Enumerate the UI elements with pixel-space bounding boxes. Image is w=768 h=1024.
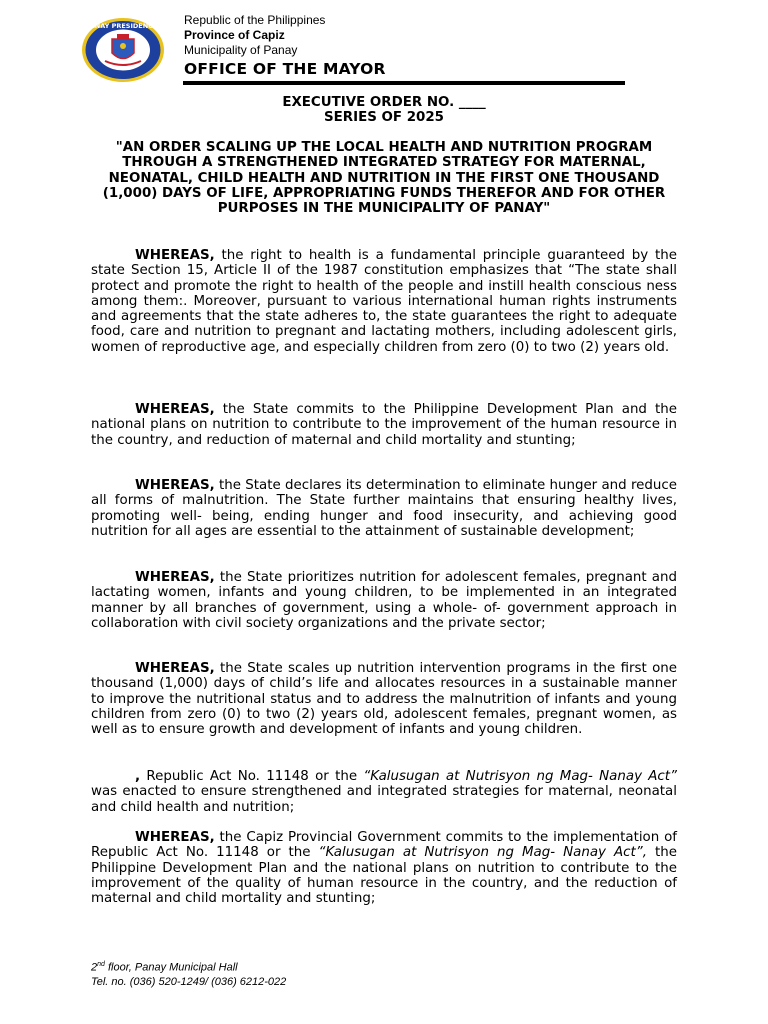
paragraph-lead: WHEREAS, bbox=[135, 661, 215, 676]
office-title: OFFICE OF THE MAYOR bbox=[184, 60, 386, 78]
footer-telephone: Tel. no. (036) 520-1249/ (036) 6212-022 bbox=[91, 975, 287, 988]
act-title-italic: “Kalusugan at Nutrisyon ng Mag- Nanay Act” bbox=[363, 769, 677, 784]
paragraph-lead: WHEREAS, bbox=[135, 478, 215, 493]
paragraph-text: the right to health is a fundamental principle guaranteed by the state Section 15, Article II of the 1987 constitution emphasizes that “The state shall protect and promote the right to health of the people and instill health conscious ness among them:. Moreover, pursuant to various international human rights instruments and agreements that the state adheres to, the state guarantees the right to adequate food, care and nutrition to pregnant and lactating mothers, including adolescent girls, women of reproductive age, and especially children from zero (0) to two (2) years old. bbox=[91, 248, 677, 355]
paragraph-lead: WHEREAS, bbox=[135, 830, 215, 845]
paragraph-lead: WHEREAS, bbox=[135, 248, 215, 263]
whereas-paragraph-2 bbox=[91, 402, 677, 448]
paragraph-text: Republic Act No. 11148 or the bbox=[140, 769, 364, 784]
seal-ring-text: PANAY PRESIDENCIA bbox=[85, 22, 161, 30]
paragraph-text: the Capiz Provincial Government commits to the implementation of Republic Act No. 11148 or the bbox=[91, 830, 677, 861]
paragraph-text: was enacted to ensure strengthened and integrated strategies for maternal, neonatal and child health and nutrition; bbox=[91, 784, 677, 815]
order-number: EXECUTIVE ORDER NO. ____ bbox=[282, 95, 486, 110]
paragraph-lead: WHEREAS, bbox=[135, 570, 215, 585]
whereas-paragraph-1 bbox=[91, 248, 677, 355]
order-series: SERIES OF 2025 bbox=[324, 110, 444, 126]
paragraph-lead: WHEREAS, bbox=[135, 402, 215, 417]
footer-address bbox=[91, 958, 286, 975]
whereas-paragraph-7 bbox=[91, 830, 677, 906]
paragraph-text: the State prioritizes nutrition for adolescent females, pregnant and lactating women, infants and young children, to be implemented in an integrated manner by all branches of government, using a whole- of- government approach in collaboration with civil society organizations and the private sector; bbox=[91, 570, 677, 631]
page-footer bbox=[91, 958, 286, 989]
floor-suffix: nd bbox=[97, 961, 105, 968]
order-heading bbox=[91, 95, 677, 126]
paragraph-text: the State commits to the Philippine Development Plan and the national plans on nutrition to contribute to the improvement of the human resource in the country, and reduction of maternal and child mortality and stunting; bbox=[91, 402, 677, 448]
order-title: "AN ORDER SCALING UP THE LOCAL HEALTH AND NUTRITION PROGRAM THROUGH A STRENGTHENED INTEGRATED STRATEGY FOR MATERNAL, NEONATAL, CHILD HEALTH AND NUTRITION IN THE FIRST ONE THOUSAND (1,000) DAYS OF LIFE, APPROPRIATING FUNDS THEREFOR AND FOR OTHER PURPOSES IN THE MUNICIPALITY OF PANAY" bbox=[102, 140, 666, 217]
paragraph-text: the Philippine Development Plan and the national plans on nutrition to contribute to the improvement of the quality of human resource in the country, and the reduction of maternal and child mortality and stunting; bbox=[91, 845, 678, 907]
province-line: Province of Capiz bbox=[184, 28, 285, 42]
paragraph-lead: , bbox=[135, 769, 141, 784]
letterhead bbox=[184, 13, 386, 79]
act-title-italic: “Kalusugan at Nutrisyon ng Mag- Nanay Act”, bbox=[318, 845, 647, 861]
header-divider bbox=[183, 81, 625, 85]
address-text: floor, Panay Municipal Hall bbox=[104, 961, 238, 974]
republic-line: Republic of the Philippines bbox=[184, 13, 326, 27]
municipal-seal bbox=[81, 17, 165, 83]
floor-number: 2 bbox=[91, 961, 98, 974]
paragraph-text: the State scales up nutrition intervention programs in the first one thousand (1,000) days of child’s life and allocates resources in a sustainable manner to improve the nutritional status and to address the malnutrition of infants and young children from zero (0) to two (2) years old, adolescent females, pregnant women, as well as to ensure growth and development of infants and young children. bbox=[91, 661, 677, 738]
whereas-paragraph-4 bbox=[91, 570, 677, 631]
municipality-line: Municipality of Panay bbox=[184, 43, 298, 57]
whereas-paragraph-3 bbox=[91, 478, 677, 539]
whereas-paragraph-6 bbox=[91, 769, 677, 815]
paragraph-text: the State declares its determination to eliminate hunger and reduce all forms of malnutrition. The State further maintains that ensuring healthy lives, promoting well- being, ending hunger and food insecurity, and achieving good nutrition for all ages are essential to the attainment of sustainable development; bbox=[91, 478, 677, 539]
whereas-paragraph-5 bbox=[91, 661, 677, 737]
